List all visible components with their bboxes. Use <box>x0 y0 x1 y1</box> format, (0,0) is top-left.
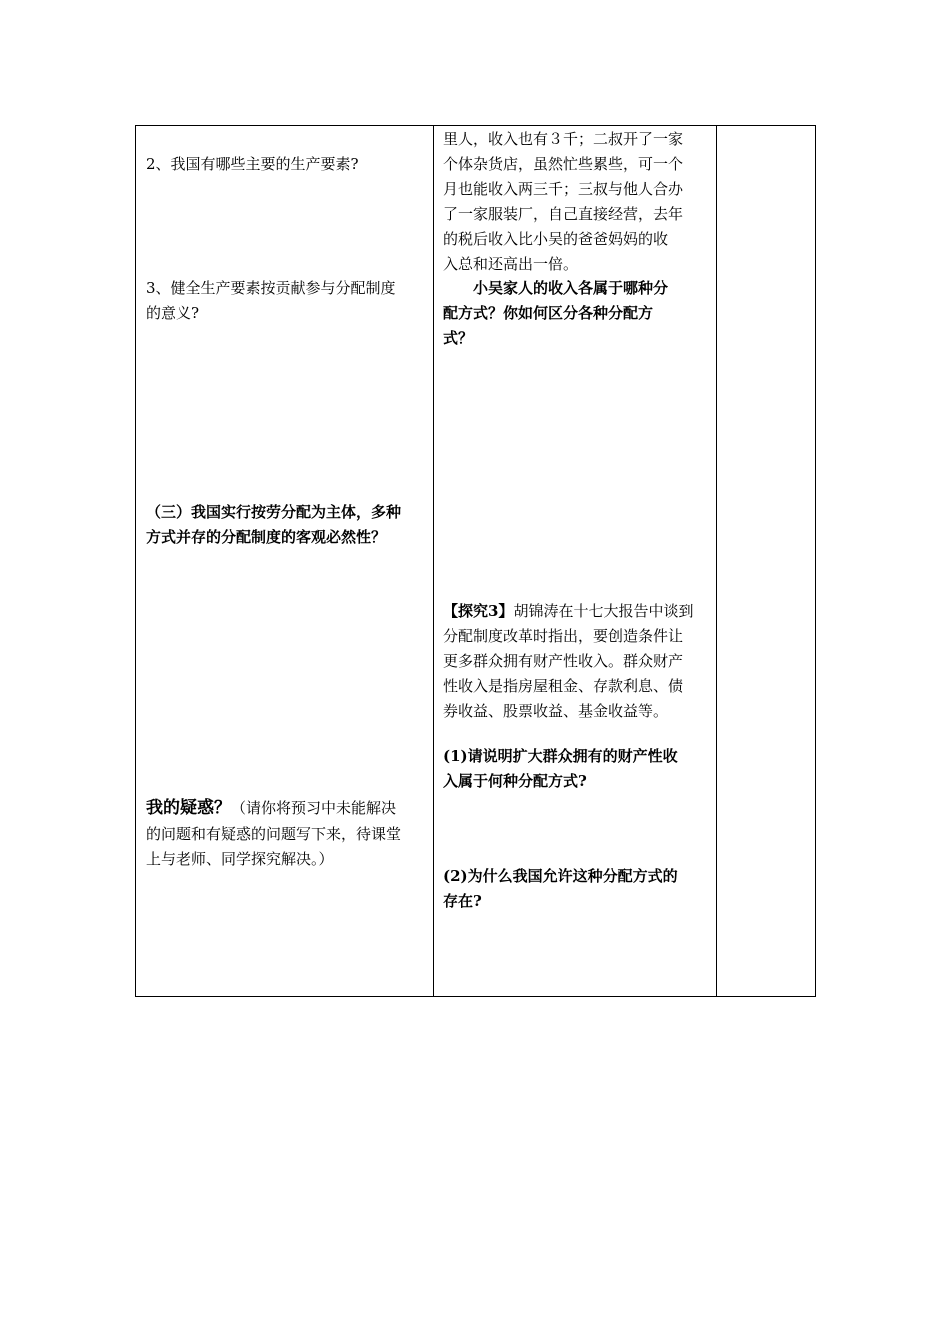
explore-3-line: 分配制度改革时指出，要创造条件让 <box>443 627 684 645</box>
explore-3-label: 【探究3】 <box>443 602 514 620</box>
explore-3-line-1 <box>443 599 693 623</box>
explore-3-text: 胡锦涛在十七大报告中谈到 <box>513 602 694 620</box>
story-line: 的税后收入比小吴的爸爸妈妈的收 <box>443 230 669 248</box>
sub-question-1-line: 入属于何种分配方式? <box>443 772 587 790</box>
section-3-heading-line-2: 方式并存的分配制度的客观必然性？ <box>146 528 387 546</box>
lesson-table <box>135 125 816 997</box>
sub-question-1-line: (1)请说明扩大群众拥有的财产性收 <box>443 747 678 765</box>
doubts-line-2: 的问题和有疑惑的问题写下来，待课堂 <box>146 825 402 843</box>
column-divider-1 <box>433 126 434 996</box>
explore-3-line: 性收入是指房屋租金、存款利息、债 <box>443 677 684 695</box>
income-question-line: 小吴家人的收入各属于哪种分 <box>473 279 669 297</box>
income-question-line: 配方式？你如何区分各种分配方 <box>443 304 654 322</box>
section-3-heading-line-1: （三）我国实行按劳分配为主体，多种 <box>146 503 402 521</box>
story-line: 了一家服装厂，自己直接经营，去年 <box>443 205 684 223</box>
doubts-instruction: （请你将预习中未能解决 <box>231 799 397 817</box>
story-line: 月也能收入两三千；三叔与他人合办 <box>443 180 684 198</box>
income-question-line: 式？ <box>443 329 474 347</box>
question-2: 2、我国有哪些主要的生产要素? <box>146 155 359 173</box>
doubts-title: 我的疑惑？ <box>146 798 231 818</box>
explore-3-line: 更多群众拥有财产性收入。群众财产 <box>443 652 684 670</box>
doubts-line-1 <box>146 796 396 820</box>
question-3-line-2: 的意义? <box>146 304 200 322</box>
question-3-line-1: 3、健全生产要素按贡献参与分配制度 <box>146 279 396 297</box>
doubts-line-3: 上与老师、同学探究解决。） <box>146 850 334 868</box>
sub-question-2-line: (2)为什么我国允许这种分配方式的 <box>443 867 678 885</box>
explore-3-line: 券收益、股票收益、基金收益等。 <box>443 702 669 720</box>
story-line: 入总和还高出一倍。 <box>443 255 579 273</box>
story-line: 个体杂货店，虽然忙些累些，可一个 <box>443 155 684 173</box>
story-line: 里人，收入也有３千；二叔开了一家 <box>443 130 684 148</box>
column-divider-2 <box>716 126 717 996</box>
sub-question-2-line: 存在? <box>443 892 482 910</box>
